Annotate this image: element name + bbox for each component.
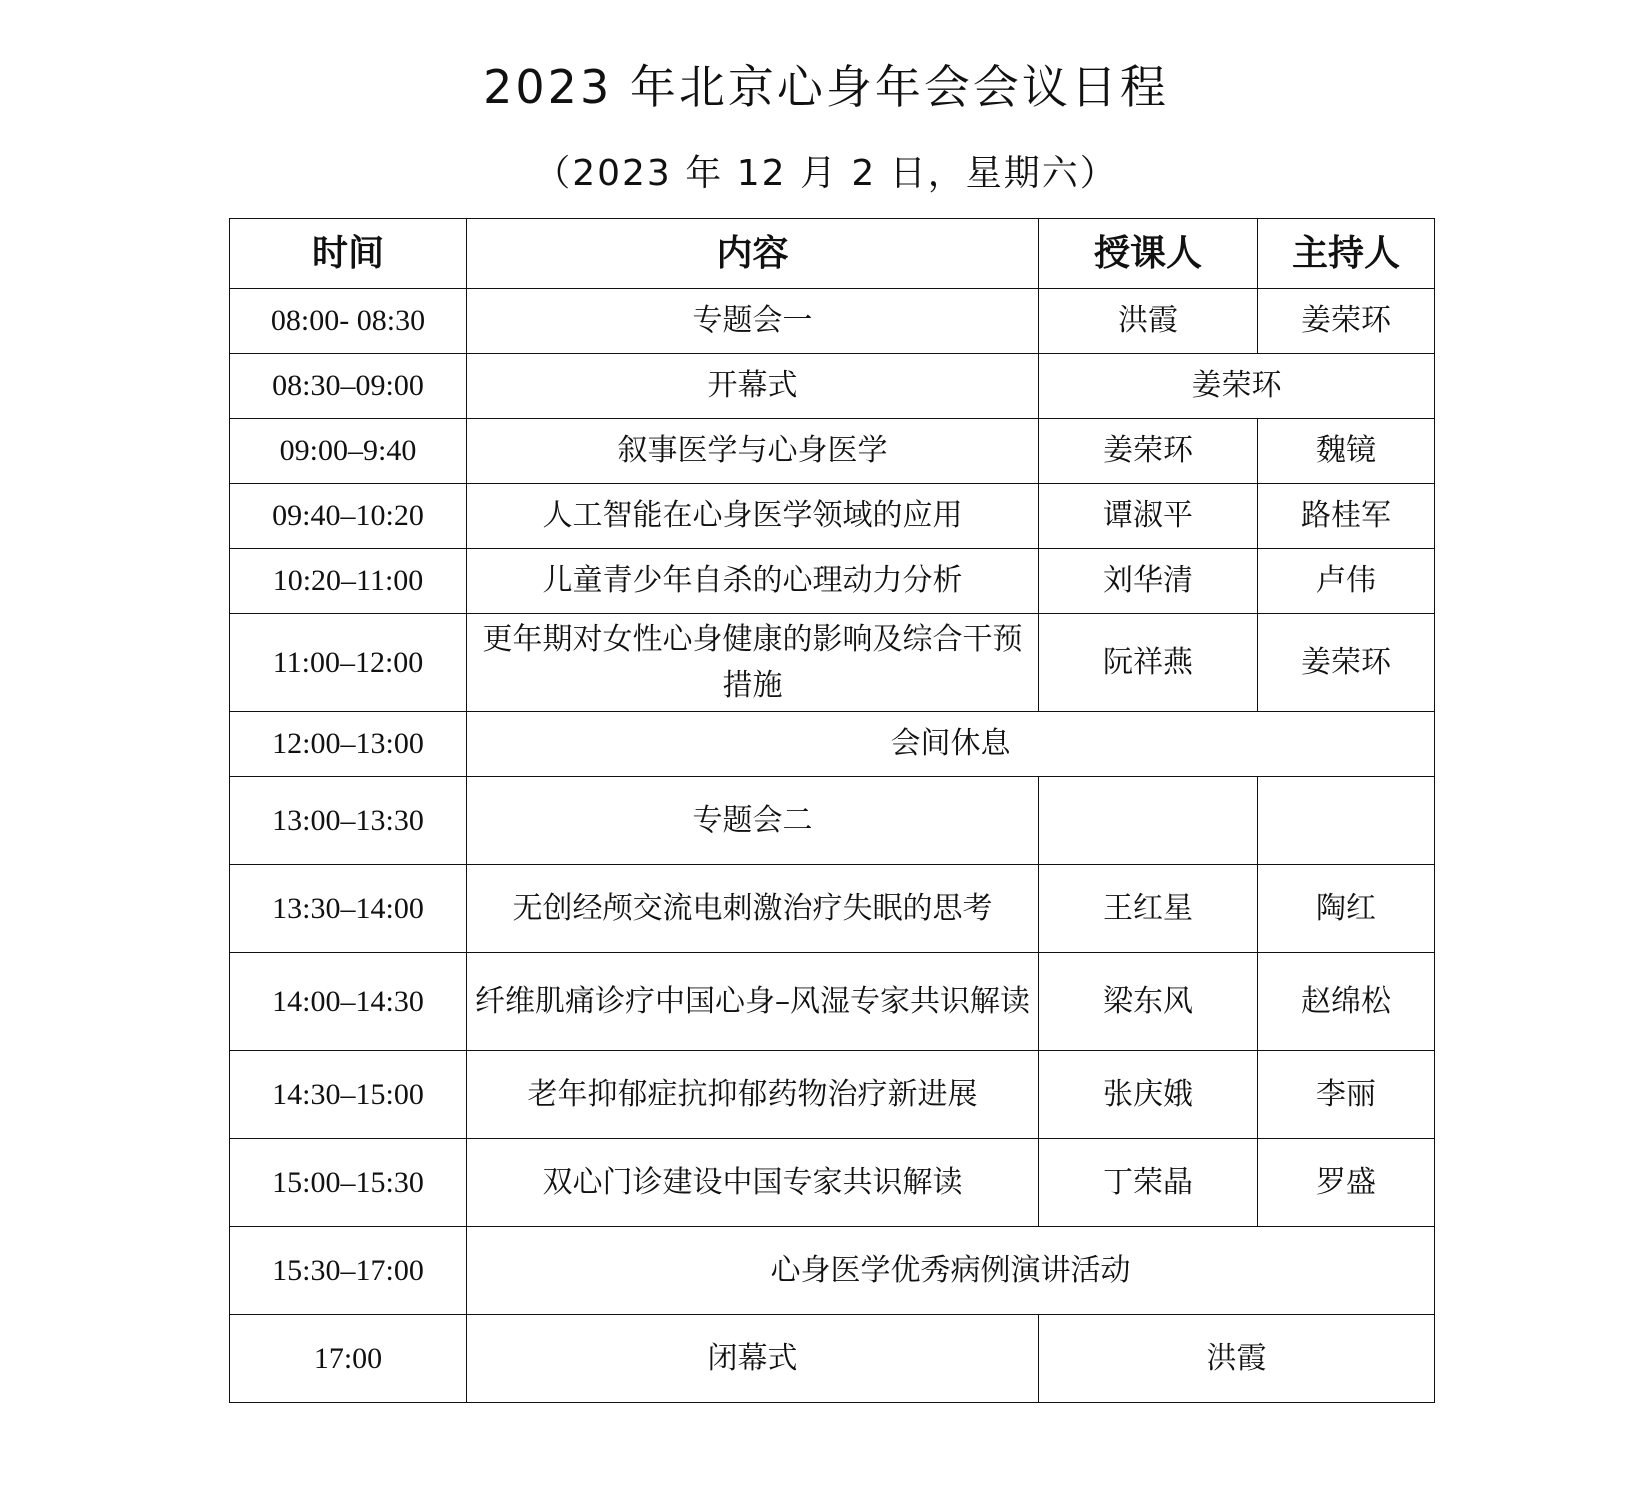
content-cell: 叙事医学与心身医学 (467, 419, 1039, 484)
speaker-cell: 王红星 (1039, 865, 1258, 953)
speaker-host-cell: 姜荣环 (1039, 354, 1435, 419)
speaker-cell: 阮祥燕 (1039, 614, 1258, 712)
speaker-host-cell: 洪霞 (1039, 1315, 1435, 1403)
content-cell: 专题会一 (467, 289, 1039, 354)
speaker-cell: 刘华清 (1039, 549, 1258, 614)
time-cell: 17:00 (230, 1315, 467, 1403)
document-subtitle: （2023 年 12 月 2 日，星期六） (534, 153, 1118, 194)
host-cell: 卢伟 (1258, 549, 1435, 614)
time-cell: 15:00–15:30 (230, 1139, 467, 1227)
speaker-cell (1039, 777, 1258, 865)
host-cell: 陶红 (1258, 865, 1435, 953)
content-cell: 闭幕式 (467, 1315, 1039, 1403)
time-cell: 09:00–9:40 (230, 419, 467, 484)
break-cell: 会间休息 (467, 712, 1435, 777)
header-host: 主持人 (1258, 219, 1435, 289)
time-cell: 11:00–12:00 (230, 614, 467, 712)
content-cell: 开幕式 (467, 354, 1039, 419)
table-row (230, 354, 1435, 419)
host-cell: 李丽 (1258, 1051, 1435, 1139)
table-row (230, 549, 1435, 614)
activity-cell: 心身医学优秀病例演讲活动 (467, 1227, 1435, 1315)
content-cell: 无创经颅交流电刺激治疗失眠的思考 (467, 865, 1039, 953)
speaker-cell: 谭淑平 (1039, 484, 1258, 549)
table-row (230, 865, 1435, 953)
header-content: 内容 (467, 219, 1039, 289)
time-cell: 13:30–14:00 (230, 865, 467, 953)
table-row (230, 1227, 1435, 1315)
host-cell: 魏镜 (1258, 419, 1435, 484)
content-cell: 专题会二 (467, 777, 1039, 865)
table-row (230, 289, 1435, 354)
table-row (230, 614, 1435, 712)
content-cell: 人工智能在心身医学领域的应用 (467, 484, 1039, 549)
table-row (230, 1051, 1435, 1139)
content-cell: 儿童青少年自杀的心理动力分析 (467, 549, 1039, 614)
table-row (230, 484, 1435, 549)
header-speaker: 授课人 (1039, 219, 1258, 289)
time-cell: 14:00–14:30 (230, 953, 467, 1051)
table-row (230, 419, 1435, 484)
table-row (230, 953, 1435, 1051)
time-cell: 09:40–10:20 (230, 484, 467, 549)
speaker-cell: 洪霞 (1039, 289, 1258, 354)
content-cell: 纤维肌痛诊疗中国心身–风湿专家共识解读 (467, 953, 1039, 1051)
time-cell: 10:20–11:00 (230, 549, 467, 614)
table-row (230, 712, 1435, 777)
document-title: 2023 年北京心身年会会议日程 (483, 60, 1169, 114)
time-cell: 12:00–13:00 (230, 712, 467, 777)
speaker-cell: 张庆娥 (1039, 1051, 1258, 1139)
table-row (230, 777, 1435, 865)
table-row (230, 1315, 1435, 1403)
speaker-cell: 梁东风 (1039, 953, 1258, 1051)
host-cell: 路桂军 (1258, 484, 1435, 549)
content-cell: 双心门诊建设中国专家共识解读 (467, 1139, 1039, 1227)
table-header-row (230, 219, 1435, 289)
header-time: 时间 (230, 219, 467, 289)
speaker-cell: 姜荣环 (1039, 419, 1258, 484)
table-row (230, 1139, 1435, 1227)
host-cell: 姜荣环 (1258, 614, 1435, 712)
content-cell: 更年期对女性心身健康的影响及综合干预措施 (467, 614, 1039, 712)
host-cell: 姜荣环 (1258, 289, 1435, 354)
time-cell: 15:30–17:00 (230, 1227, 467, 1315)
content-cell: 老年抑郁症抗抑郁药物治疗新进展 (467, 1051, 1039, 1139)
host-cell: 赵绵松 (1258, 953, 1435, 1051)
host-cell (1258, 777, 1435, 865)
speaker-cell: 丁荣晶 (1039, 1139, 1258, 1227)
time-cell: 13:00–13:30 (230, 777, 467, 865)
time-cell: 08:00- 08:30 (230, 289, 467, 354)
time-cell: 08:30–09:00 (230, 354, 467, 419)
host-cell: 罗盛 (1258, 1139, 1435, 1227)
schedule-table (229, 218, 1435, 1403)
time-cell: 14:30–15:00 (230, 1051, 467, 1139)
